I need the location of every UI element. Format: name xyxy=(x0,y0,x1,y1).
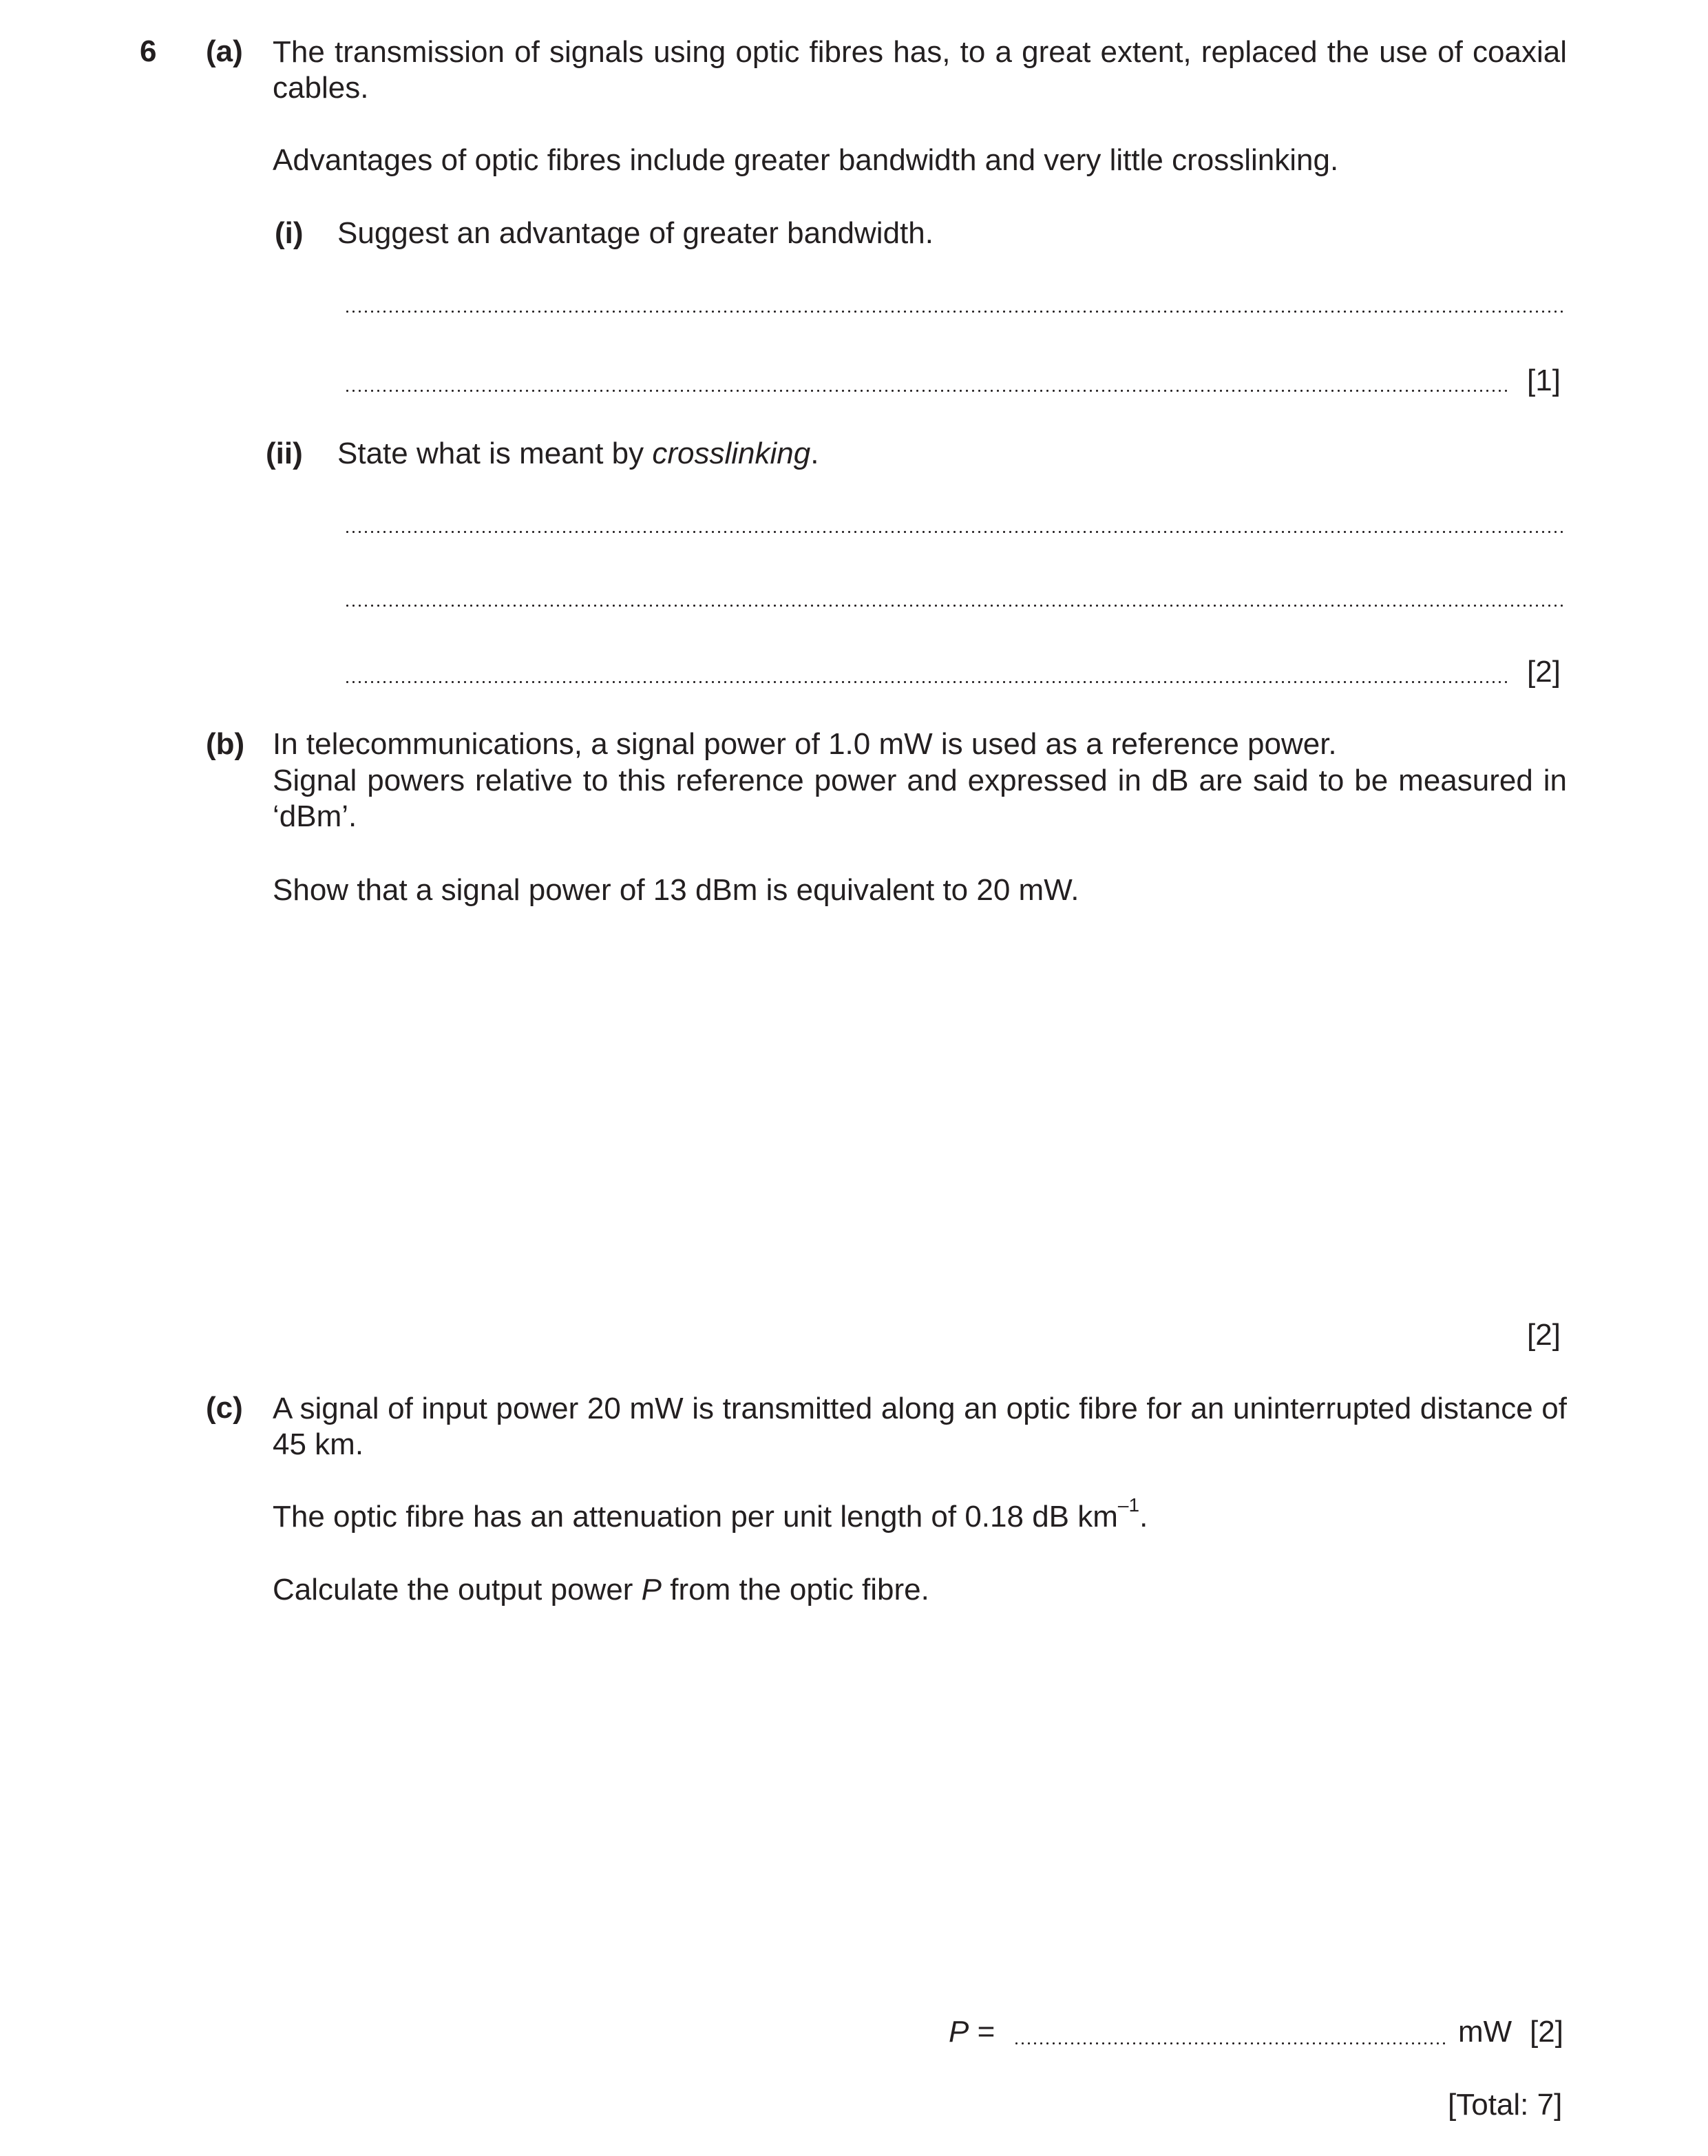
part-b-line1: In telecommunications, a signal power of 1.0 mW is used as a reference power. xyxy=(273,727,1337,761)
answer-var-c: P xyxy=(949,2015,969,2049)
answer-line-a-i-1[interactable] xyxy=(344,311,1567,313)
part-b-show-text: Show that a signal power of 13 dBm is equivalent to 20 mW. xyxy=(273,873,1079,907)
part-c-calc-after: from the optic fibre. xyxy=(662,1573,929,1606)
part-a-label: (a) xyxy=(206,34,243,68)
part-a-ii-text-before: State what is meant by xyxy=(337,437,653,470)
mark-a-ii: [2] xyxy=(1527,655,1561,689)
part-b-label: (b) xyxy=(206,727,245,761)
part-c-calc-var: P xyxy=(641,1573,662,1606)
part-c-label: (c) xyxy=(206,1391,243,1425)
mark-b: [2] xyxy=(1527,1318,1561,1352)
answer-line-c[interactable] xyxy=(1013,2042,1448,2044)
total-marks: [Total: 7] xyxy=(1448,2088,1563,2122)
answer-label-c xyxy=(949,2015,995,2049)
answer-line-a-ii-2[interactable] xyxy=(344,605,1567,607)
answer-unit-c: mW xyxy=(1458,2015,1512,2049)
part-b-line2: Signal powers relative to this reference power and expressed in dB are said to be measured in ‘dBm’. xyxy=(273,764,1567,833)
part-a-i-text: Suggest an advantage of greater bandwidth. xyxy=(337,216,934,250)
part-a-ii-text xyxy=(337,437,819,471)
part-a-intro: The transmission of signals using optic fibres has, to a great extent, replaced the use of coaxial cables. xyxy=(273,35,1567,105)
answer-line-a-i-2[interactable] xyxy=(344,390,1508,392)
part-a-ii-term: crosslinking xyxy=(652,437,811,470)
part-c-intro: A signal of input power 20 mW is transmitted along an optic fibre for an uninterrupted distance of 45 km. xyxy=(273,1392,1567,1461)
part-c-calc-before: Calculate the output power xyxy=(273,1573,642,1606)
answer-eq-c: = xyxy=(969,2015,995,2049)
mark-a-i: [1] xyxy=(1527,364,1561,397)
mark-c: [2] xyxy=(1530,2015,1563,2049)
part-a-advantages: Advantages of optic fibres include greater bandwidth and very little crosslinking. xyxy=(273,143,1339,177)
answer-line-a-ii-1[interactable] xyxy=(344,531,1567,533)
part-a-i-label: (i) xyxy=(275,216,304,250)
part-a-ii-text-after: . xyxy=(810,437,819,470)
part-a-ii-label: (ii) xyxy=(266,437,303,470)
part-c-calc-text xyxy=(273,1573,929,1607)
part-c-attenuation xyxy=(273,1494,1148,1534)
part-c-attenuation-end: . xyxy=(1139,1500,1148,1534)
question-number: 6 xyxy=(140,34,157,68)
part-c-attenuation-exponent: –1 xyxy=(1117,1494,1140,1516)
part-c-attenuation-text: The optic fibre has an attenuation per unit length of 0.18 dB km xyxy=(273,1500,1118,1534)
answer-line-a-ii-3[interactable] xyxy=(344,681,1508,683)
